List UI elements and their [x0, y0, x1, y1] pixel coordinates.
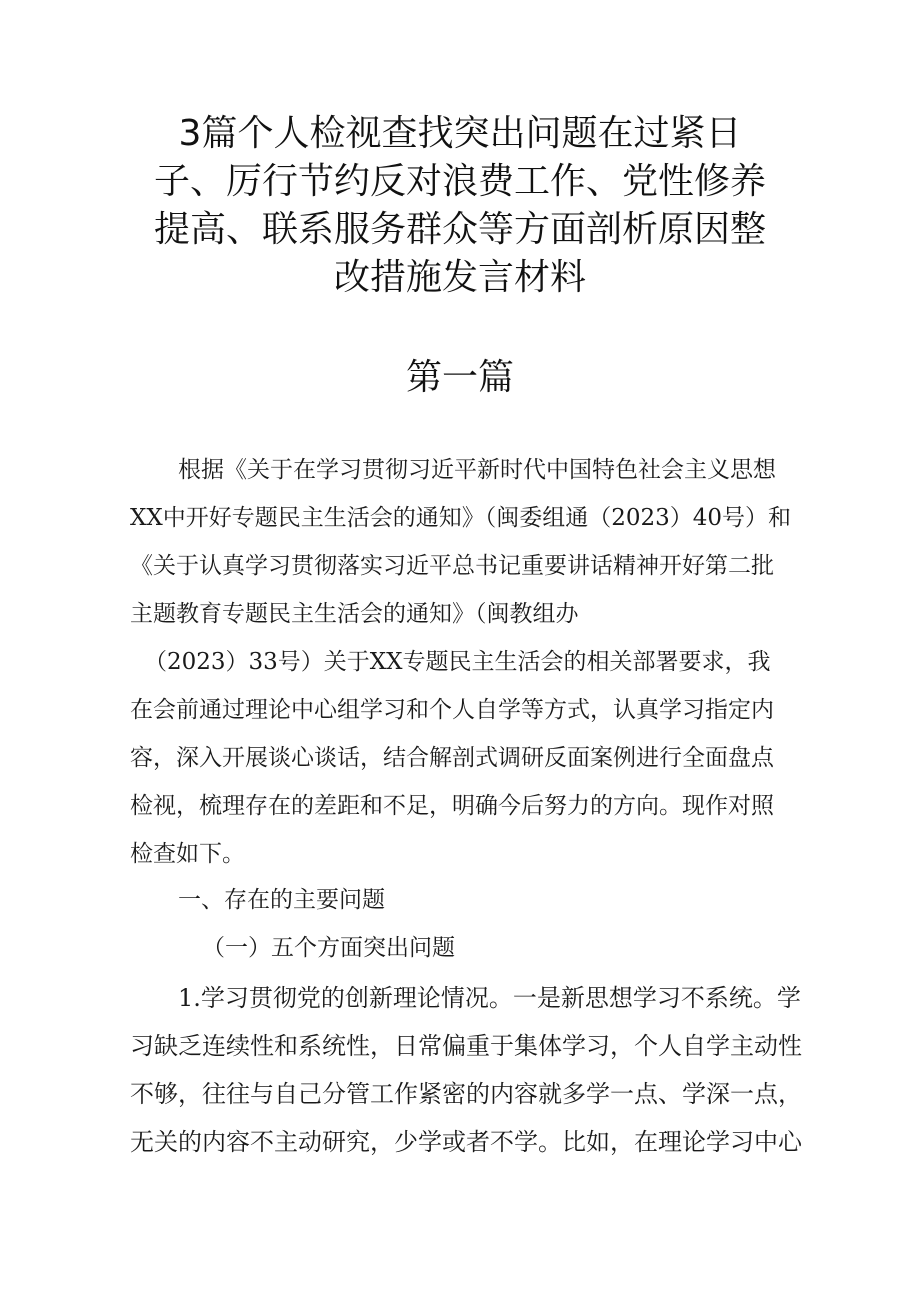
paragraph-line: 主题教育专题民主生活会的通知》（闽教组办: [130, 601, 579, 627]
paragraph-line: 检视，梳理存在的差距和不足，明确今后努力的方向。现作对照: [130, 793, 774, 819]
paragraph-line: 根据《关于在学习贯彻习近平新时代中国特色社会主义思想: [178, 457, 776, 483]
paragraph-line: （2023）33号）关于XX专题民主生活会的相关部署要求，我: [144, 649, 771, 675]
intro-paragraph: [130, 446, 790, 878]
heading-text: 一、存在的主要问题: [178, 887, 385, 913]
paragraph-line: 容，深入开展谈心谈话，结合解剖式调研反面案例进行全面盘点: [130, 745, 774, 771]
paragraph-line: 在会前通过理论中心组学习和个人自学等方式，认真学习指定内: [130, 697, 774, 723]
paragraph-line: 检查如下。: [130, 841, 245, 867]
paragraph-line: 习缺乏连续性和系统性，日常偏重于集体学习，个人自学主动性: [130, 1032, 802, 1060]
document-title: [140, 110, 780, 302]
title-line: 3篇个人检视查找突出问题在过紧日: [178, 113, 742, 154]
body-paragraph: [130, 974, 802, 1166]
heading-level-1: [130, 876, 790, 924]
section-heading: 第一篇: [405, 357, 514, 398]
title-line: 改措施发言材料: [333, 257, 586, 298]
paragraph-line: 不够，往往与自己分管工作紧密的内容就多学一点、学深一点，: [130, 1080, 802, 1108]
paragraph-line: 无关的内容不主动研究，少学或者不学。比如，在理论学习中心: [130, 1128, 802, 1156]
heading-text: （一）五个方面突出问题: [202, 935, 455, 961]
title-line: 提高、联系服务群众等方面剖析原因整: [153, 209, 766, 250]
heading-level-2: [130, 924, 790, 972]
paragraph-line: 1.学习贯彻党的创新理论情况。一是新思想学习不系统。学: [178, 984, 801, 1012]
paragraph-line: 《关于认真学习贯彻落实习近平总书记重要讲话精神开好第二批: [130, 553, 774, 579]
paragraph-line: XX中开好专题民主生活会的通知》（闽委组通（2023）40号）和: [130, 505, 792, 531]
title-line: 子、厉行节约反对浪费工作、党性修养: [153, 161, 766, 202]
